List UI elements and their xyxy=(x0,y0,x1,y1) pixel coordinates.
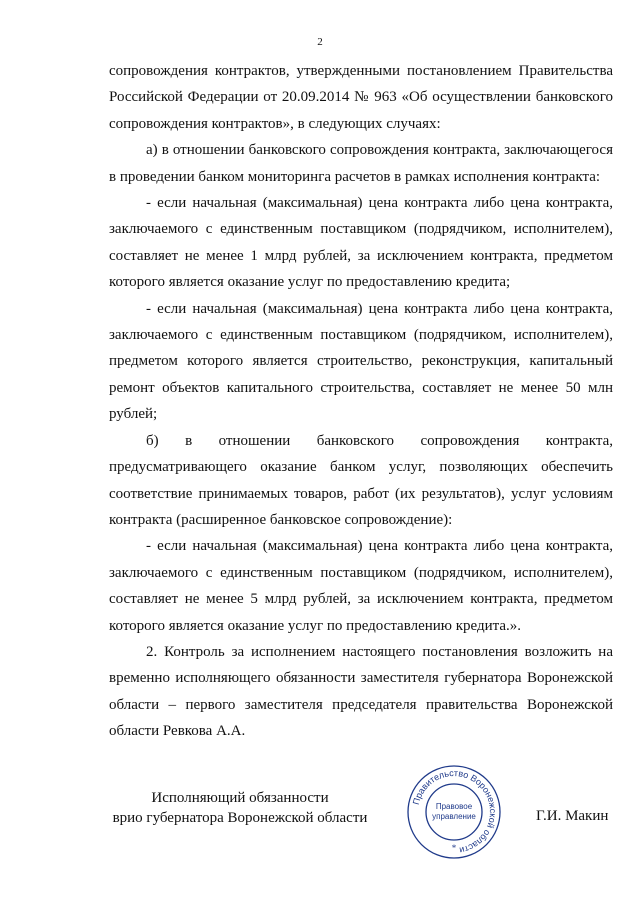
paragraph-sub-b1: - если начальная (максимальная) цена контракта либо цена контракта, заключаемого с единственным поставщиком (подрядчиком, исполнителем), составляет не менее 5 млрд рублей, за исключением контракта, предметом которого является оказание услуг по предоставлению кредита.». xyxy=(109,538,613,634)
paragraph-point-2: 2. Контроль за исполнением настоящего постановления возложить на временно исполняющего обязанности заместителя губернатора Воронежской области – первого заместителя председателя правительства Воронежской области Ревкова А.А. xyxy=(109,643,613,740)
paragraph-sub-a2: - если начальная (максимальная) цена контракта либо цена контракта, заключаемого с единственным поставщиком (подрядчиком, исполнителем), предметом которого является строительство, реконструкция, капитальный ремонт объектов капитального строительства, составляет не менее 50 млн рублей; xyxy=(109,300,613,423)
approval-stamp xyxy=(405,763,503,861)
signatory-title-line1: Исполняющий обязанности xyxy=(151,790,329,806)
signatory-title xyxy=(105,788,375,828)
signatory-title-line2: врио губернатора Воронежской области xyxy=(112,810,368,826)
document-body xyxy=(109,58,613,745)
page-number: 2 xyxy=(317,36,323,48)
stamp-center-line1: Правовое xyxy=(435,802,473,811)
stamp-ring-text: Правительство Воронежской области xyxy=(410,767,499,856)
paragraph-sub-a1: - если начальная (максимальная) цена контракта либо цена контракта, заключаемого с единственным поставщиком (подрядчиком, исполнителем), составляет не менее 1 млрд рублей, за исключением контракта, предметом которого является оказание услуг по предоставлению кредита; xyxy=(109,195,613,291)
paragraph-item-b: б) в отношении банковского сопровождения контракта, предусматривающего оказание банком услуг, позволяющих обеспечить соответствие принимаемых товаров, работ (их результатов), услуг условиям контракта (расширенное банковское сопровождение): xyxy=(109,432,613,528)
signatory-name: Г.И. Макин xyxy=(536,808,609,824)
paragraph-item-a: а) в отношении банковского сопровождения контракта, заключающегося в проведении банком мониторинга расчетов в рамках исполнения контракта: xyxy=(109,142,613,185)
stamp-center-line2: управление xyxy=(432,812,476,821)
paragraph-intro: сопровождения контрактов, утвержденными постановлением Правительства Российской Федерации от 20.09.2014 № 963 «Об осуществлении банковского сопровождения контрактов», в следующих случаях: xyxy=(109,63,613,132)
stamp-star-icon: * xyxy=(451,843,457,853)
